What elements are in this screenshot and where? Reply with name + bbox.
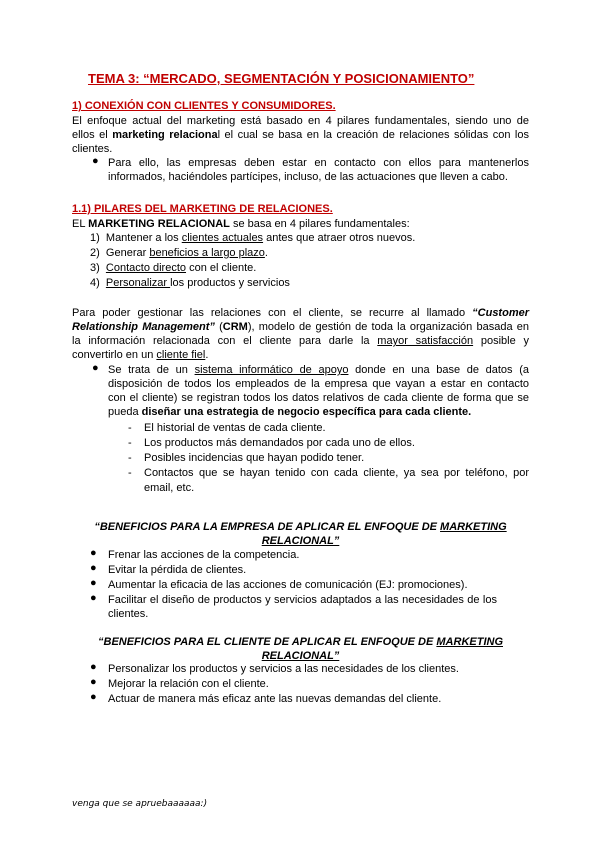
crm-paragraph-line-3: la información relacionada con el cliente para darle la mayor satisfacción posible y <box>72 335 529 347</box>
crm-paragraph-line-1: Para poder gestionar las relaciones con el cliente, se recurre al llamado “Customer <box>72 307 529 319</box>
section-1-heading: 1) CONEXIÓN CON CLIENTES Y CONSUMIDORES. <box>72 100 336 112</box>
bullet-icon: ● <box>90 562 97 574</box>
benefit-item: Aumentar la eficacia de las acciones de comunicación (EJ: promociones). <box>108 579 468 591</box>
s1-bullet-line-1: Para ello, las empresas deben estar en contacto con ellos para mantenerlos <box>108 157 529 169</box>
crm-bullet-line-2: disposición de todos los empleados de la empresa que vayan a estar en contacto <box>108 378 529 390</box>
dash-icon: - <box>128 467 132 479</box>
crm-bullet-line-3: con el cliente) se registran todos los datos relativos de cada cliente de forma que se <box>108 392 529 404</box>
dash-item-continuation: email, etc. <box>144 482 195 494</box>
benefits-company-heading-line-1: “BENEFICIOS PARA LA EMPRESA DE APLICAR EL ENFOQUE DE MARKETING <box>94 521 507 533</box>
benefits-client-heading-line-1: “BENEFICIOS PARA EL CLIENTE DE APLICAR EL ENFOQUE DE MARKETING <box>98 636 503 648</box>
bullet-icon: ● <box>92 362 99 374</box>
bullet-icon: ● <box>90 547 97 559</box>
s2-intro: EL MARKETING RELACIONAL se basa en 4 pilares fundamentales: <box>72 218 410 230</box>
bullet-icon: ● <box>90 592 97 604</box>
bullet-icon: ● <box>90 676 97 688</box>
crm-bullet-line-1: Se trata de un sistema informático de apoyo donde en una base de datos (a <box>108 364 529 376</box>
dash-icon: - <box>128 452 132 464</box>
pillar-item: 3) Contacto directo con el cliente. <box>90 262 257 274</box>
dash-item: El historial de ventas de cada cliente. <box>144 422 326 434</box>
benefit-item: Personalizar los productos y servicios a las necesidades de los clientes. <box>108 663 459 675</box>
pillar-item: 4) Personalizar los productos y servicios <box>90 277 290 289</box>
benefit-item: Frenar las acciones de la competencia. <box>108 549 300 561</box>
dash-item: Posibles incidencias que hayan podido tener. <box>144 452 365 464</box>
dash-icon: - <box>128 437 132 449</box>
section-1-1-heading: 1.1) PILARES DEL MARKETING DE RELACIONES. <box>72 203 333 215</box>
dash-icon: - <box>128 422 132 434</box>
crm-bullet-line-4: pueda diseñar una estrategia de negocio específica para cada cliente. <box>108 406 472 418</box>
benefit-item: Facilitar el diseño de productos y servicios adaptados a las necesidades de los <box>108 594 497 606</box>
benefit-item-continuation: clientes. <box>108 608 149 620</box>
page-title: TEMA 3: “MERCADO, SEGMENTACIÓN Y POSICIONAMIENTO” <box>88 71 475 86</box>
bullet-icon: ● <box>90 577 97 589</box>
bullet-icon: ● <box>92 155 99 167</box>
crm-paragraph-line-4: convertirlo en un cliente fiel. <box>72 349 209 361</box>
benefit-item: Evitar la pérdida de clientes. <box>108 564 247 576</box>
s1-paragraph-line-1: El enfoque actual del marketing está basado en 4 pilares fundamentales, siendo uno de <box>72 115 529 127</box>
bullet-icon: ● <box>90 661 97 673</box>
crm-paragraph-line-2: Relationship Management” (CRM), modelo de gestión de toda la organización basada en <box>72 321 529 333</box>
benefit-item: Actuar de manera más eficaz ante las nuevas demandas del cliente. <box>108 693 442 705</box>
footer-note: venga que se apruebaaaaaa:) <box>72 799 208 809</box>
pillar-item: 1) Mantener a los clientes actuales antes que atraer otros nuevos. <box>90 232 416 244</box>
benefits-company-heading-line-2: RELACIONAL” <box>261 535 340 547</box>
s1-paragraph-line-2: ellos el marketing relacional el cual se basa en la creación de relaciones sólidas con los <box>72 129 529 141</box>
s1-paragraph-line-3: clientes. <box>72 143 113 155</box>
pillar-item: 2) Generar beneficios a largo plazo. <box>90 247 268 259</box>
benefit-item: Mejorar la relación con el cliente. <box>108 678 269 690</box>
bullet-icon: ● <box>90 691 97 703</box>
dash-item: Contactos que se hayan tenido con cada cliente, ya sea por teléfono, por <box>144 467 529 479</box>
dash-item: Los productos más demandados por cada uno de ellos. <box>144 437 415 449</box>
benefits-client-heading-line-2: RELACIONAL” <box>261 650 340 662</box>
s1-bullet-line-2: informados, haciéndoles partícipes, incluso, de las actuaciones que lleven a cabo. <box>108 171 508 183</box>
